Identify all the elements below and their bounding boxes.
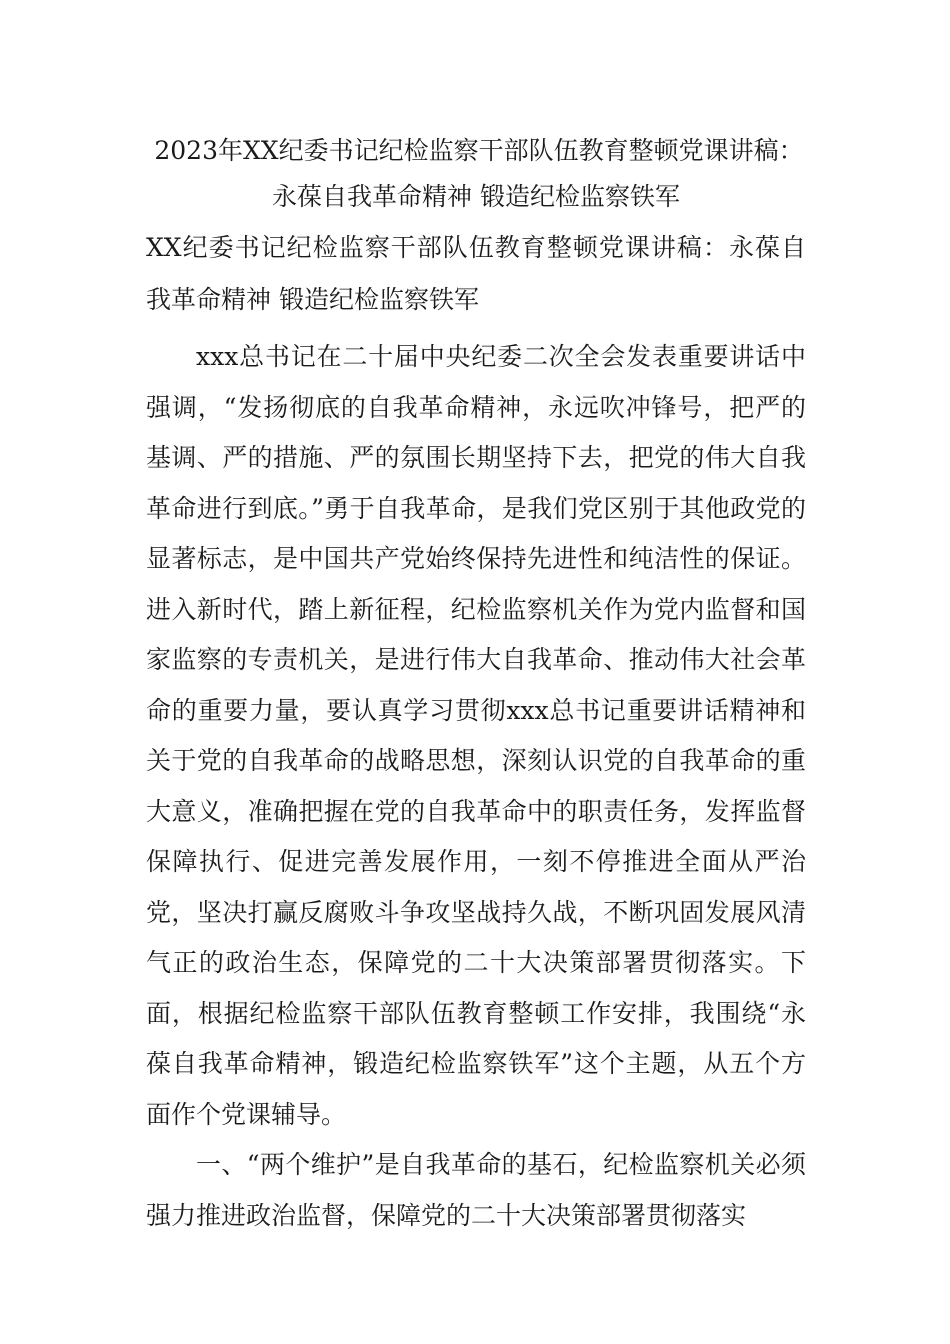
document-title-line-1: 2023年XX纪委书记纪检监察干部队伍教育整顿党课讲稿： (154, 136, 804, 165)
body-paragraph-2: 一、“两个维护”是自我革命的基石，纪检监察机关必须强力推进政治监督，保障党的二十大决策部署贯彻落实 (146, 1150, 806, 1230)
body-paragraph-1: xxx总书记在二十届中央纪委二次全会发表重要讲话中强调，“发扬彻底的自我革命精神，永远吹冲锋号，把严的基调、严的措施、严的氛围长期坚持下去，把党的伟大自我革命进行到底。”勇于自我革命，是我们党区别于其他政党的显著标志，是中国共产党始终保持先进性和纯洁性的保证。进入新时代，踏上新征程，纪检监察机关作为党内监督和国家监察的专责机关，是进行伟大自我革命、推动伟大社会革命的重要力量，要认真学习贯彻xxx总书记重要讲话精神和关于党的自我革命的战略思想，深刻认识党的自我革命的重大意义，准确把握在党的自我革命中的职责任务，发挥监督保障执行、促进完善发展作用，一刻不停推进全面从严治党，坚决打赢反腐败斗争攻坚战持久战，不断巩固发展风清气正的政治生态，保障党的二十大决策部署贯彻落实。下面，根据纪检监察干部队伍教育整顿工作安排，我围绕“永葆自我革命精神，锻造纪检监察铁军”这个主题，从五个方面作个党课辅导。 (146, 342, 806, 1129)
document-title-line-2: 永葆自我革命精神 锻造纪检监察铁军 (272, 182, 680, 211)
document-heading: XX纪委书记纪检监察干部队伍教育整顿党课讲稿：永葆自我革命精神 锻造纪检监察铁军 (146, 233, 806, 314)
document-page (146, 128, 806, 1241)
